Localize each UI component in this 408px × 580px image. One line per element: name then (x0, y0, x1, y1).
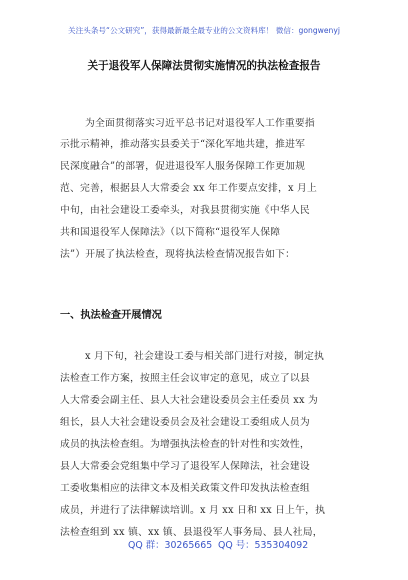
header-promo-note: 关注头条号“公文研究”，获得最新最全最专业的公文资料库！ 微信：gongwenyj (68, 26, 340, 35)
body-line: 成员的执法检查组。为增强执法检查的针对性和实效性， (60, 439, 310, 450)
intro-line: 示批示精神，推动落实县委关于“深化军地共建，推进军 (60, 139, 306, 150)
document-title: 关于退役军人保障法贯彻实施情况的执法检查报告 (87, 60, 321, 72)
intro-line: 中旬，由社会建设工委牵头，对我县贯彻实施《中华人民 (60, 205, 310, 216)
section-heading: 一、执法检查开展情况 (60, 310, 162, 321)
intro-line: 为全面贯彻落实习近平总书记对退役军人工作重要指 (85, 118, 315, 129)
footer-qq-group: QQ 群：30265665 (128, 540, 213, 551)
body-line: x 月下旬，社会建设工委与相关部门进行对接，制定执 (85, 351, 324, 362)
footer-qq-number: QQ 号：535304092 (218, 540, 309, 551)
intro-line: 范、完善，根据县人大常委会 xx 年工作要点安排，x 月上 (60, 183, 318, 194)
body-line: 县人大常委会党组集中学习了退役军人保障法，社会建设 (60, 461, 310, 472)
body-line: 成员，并进行了法律解读培训。x 月 xx 日和 xx 日上午，执 (60, 505, 326, 516)
intro-line: 民深度融合”的部署，促进退役军人服务保障工作更加规 (60, 161, 306, 172)
intro-line: 法”）开展了执法检查，现将执法检查情况报告如下： (60, 249, 296, 260)
body-line: 法检查组到 xx 镇、xx 镇、县退役军人事务局、县人社局， (60, 527, 323, 538)
body-line: 法检查工作方案，按照主任会议审定的意见，成立了以县 (60, 373, 310, 384)
body-line: 人大常委会副主任、县人大社会建设委员会主任委员 xx 为 (60, 395, 319, 406)
body-line: 工委收集相应的法律文本及相关政策文件印发执法检查组 (60, 483, 310, 494)
body-line: 组长，县人大社会建设委员会及社会建设工委组成人员为 (60, 417, 310, 428)
intro-line: 共和国退役军人保障法》（以下简称“退役军人保障 (60, 227, 281, 238)
